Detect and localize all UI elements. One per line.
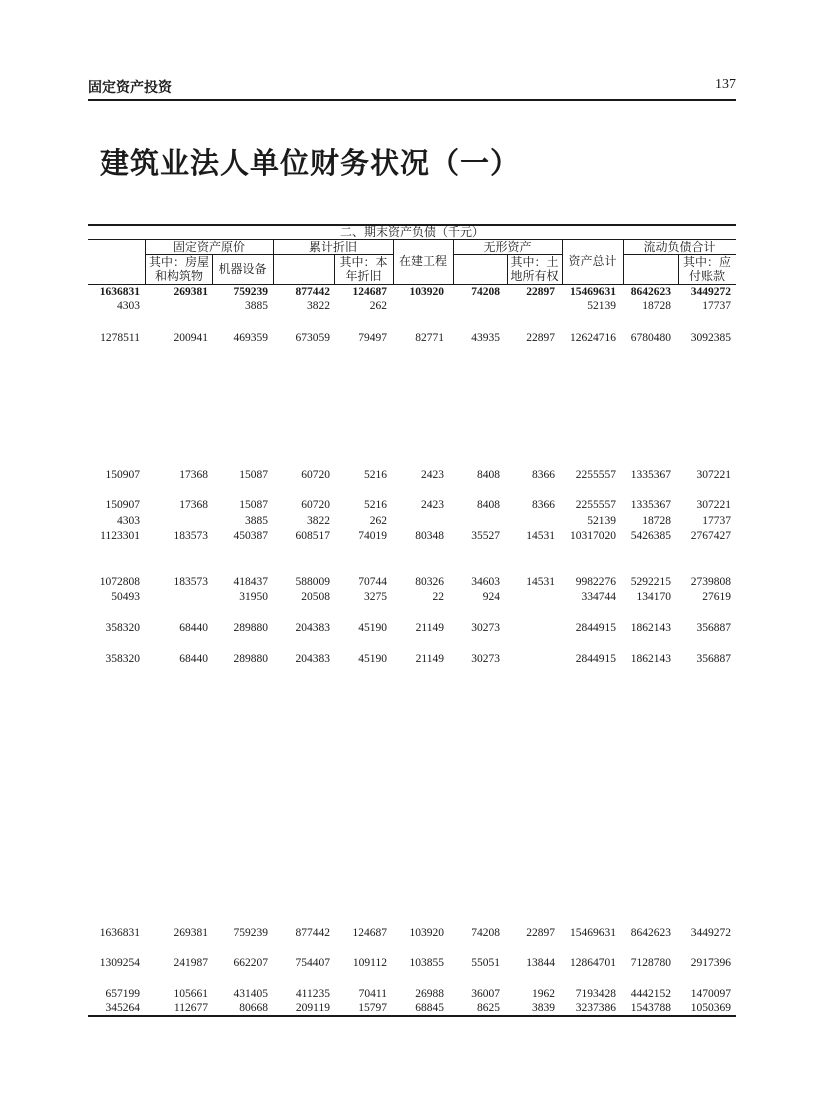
table-cell: 1862143 [630, 653, 671, 665]
table-cell: 26988 [415, 988, 444, 1000]
table-cell: 289880 [233, 622, 268, 634]
table-cell: 15469631 [570, 286, 616, 298]
table-cell: 6780480 [630, 332, 671, 344]
table-cell: 70411 [358, 988, 387, 1000]
table-cell: 50493 [111, 591, 140, 603]
table-cell: 1309254 [99, 957, 140, 969]
col-accounts-payable: 其中：应付账款 [682, 255, 731, 283]
table-cell [144, 590, 208, 604]
table-cell: 5216 [364, 469, 387, 481]
table-cell: 45190 [358, 653, 387, 665]
table-row [88, 514, 736, 528]
table-cell: 22897 [526, 332, 555, 344]
table-cell: 3449272 [690, 927, 731, 939]
col-land-ownership: 其中：土地所有权 [510, 255, 559, 283]
table-cell: 4442152 [630, 988, 671, 1000]
table-cell: 68440 [179, 622, 208, 634]
table-cell [448, 299, 500, 313]
page-title: 建筑业法人单位财务状况（一） [100, 146, 521, 180]
table-cell: 74019 [358, 530, 387, 542]
table-row [88, 299, 736, 313]
table-cell: 14531 [526, 576, 555, 588]
table-cell: 124687 [352, 927, 387, 939]
table-cell: 55051 [471, 957, 500, 969]
table-cell: 21149 [415, 622, 444, 634]
table-cell: 3822 [307, 515, 330, 527]
table-cell: 21149 [415, 653, 444, 665]
table-row [88, 926, 736, 940]
table-cell: 52139 [587, 515, 616, 527]
table-cell [503, 299, 555, 313]
header-divider [453, 240, 454, 284]
page-number: 137 [715, 77, 736, 92]
table-cell: 2255557 [575, 469, 616, 481]
table-cell: 74208 [471, 927, 500, 939]
table-cell: 3885 [245, 515, 268, 527]
table-cell: 1470097 [690, 988, 731, 1000]
table-cell: 1050369 [690, 1002, 731, 1014]
table-cell: 45190 [358, 622, 387, 634]
table-cell: 2423 [421, 469, 444, 481]
table-cell: 588009 [295, 576, 330, 588]
table-cell: 68440 [179, 653, 208, 665]
table-cell: 22897 [526, 927, 555, 939]
table-cell: 5292215 [630, 576, 671, 588]
table-row [88, 590, 736, 604]
table-cell: 68845 [415, 1002, 444, 1014]
table-cell: 30273 [471, 622, 500, 634]
table-cell: 3275 [364, 591, 387, 603]
table-cell: 30273 [471, 653, 500, 665]
table-row [88, 575, 736, 589]
table-cell: 15087 [239, 499, 268, 511]
table-cell: 8408 [477, 469, 500, 481]
col-current-year-depreciation: 其中：本年折旧 [339, 255, 388, 283]
table-cell: 759239 [233, 286, 268, 298]
table-cell: 1278511 [100, 332, 140, 344]
table-cell: 34603 [471, 576, 500, 588]
table-cell: 2917396 [690, 957, 731, 969]
table-cell: 35527 [471, 530, 500, 542]
col-current-liabilities: 流动负债合计 [643, 240, 716, 254]
table-cell: 60720 [301, 469, 330, 481]
table-cell: 1962 [532, 988, 555, 1000]
table-cell: 204383 [295, 653, 330, 665]
table-cell: 80348 [415, 530, 444, 542]
table-cell: 877442 [295, 286, 330, 298]
table-cell: 3449272 [690, 286, 731, 298]
table-cell: 8408 [477, 499, 500, 511]
table-cell: 1636831 [99, 927, 140, 939]
table-cell [388, 514, 444, 528]
table-cell: 183573 [173, 530, 208, 542]
table-cell: 3092385 [690, 332, 731, 344]
table-bottom-rule [88, 1015, 736, 1017]
table-cell: 877442 [295, 927, 330, 939]
col-construction-in-progress: 在建工程 [398, 254, 447, 268]
table-cell: 112677 [173, 1002, 208, 1014]
table-cell: 18728 [642, 300, 671, 312]
header-divider [212, 254, 213, 284]
table-cell: 334744 [581, 591, 616, 603]
table-cell: 9982276 [575, 576, 616, 588]
table-cell: 662207 [233, 957, 268, 969]
table-cell: 2844915 [575, 622, 616, 634]
header-divider [145, 240, 146, 284]
header-divider [334, 254, 335, 284]
table-cell: 1543788 [630, 1002, 671, 1014]
col-intangible-assets: 无形资产 [483, 240, 532, 254]
table-cell: 15797 [358, 1002, 387, 1014]
table-cell: 27619 [702, 591, 731, 603]
table-cell: 1072808 [99, 576, 140, 588]
col-fixed-assets-original: 固定资产原价 [172, 240, 245, 254]
col-total-assets: 资产总计 [568, 254, 617, 268]
table-cell: 5426385 [630, 530, 671, 542]
table-cell: 411235 [295, 988, 330, 1000]
table-cell: 82771 [415, 332, 444, 344]
table-cell: 209119 [295, 1002, 330, 1014]
table-cell: 17368 [179, 469, 208, 481]
table-row [88, 652, 736, 666]
table-cell: 12624716 [570, 332, 616, 344]
table-cell: 17368 [179, 499, 208, 511]
table-cell: 80326 [415, 576, 444, 588]
table-row [88, 285, 736, 299]
table-cell: 7193428 [575, 988, 616, 1000]
table-cell: 269381 [173, 927, 208, 939]
table-cell: 124687 [352, 286, 387, 298]
table-cell: 5216 [364, 499, 387, 511]
table-cell: 269381 [173, 286, 208, 298]
col-accumulated-depreciation: 累计折旧 [308, 240, 357, 254]
table-cell: 3822 [307, 300, 330, 312]
table-cell: 759239 [233, 927, 268, 939]
table-cell: 3885 [245, 300, 268, 312]
table-cell: 74208 [471, 286, 500, 298]
table-row [88, 956, 736, 970]
table-row [88, 331, 736, 345]
table-cell: 358320 [105, 653, 140, 665]
table-cell: 15087 [239, 469, 268, 481]
table-row [88, 621, 736, 635]
table-cell: 70744 [358, 576, 387, 588]
table-cell: 13844 [526, 957, 555, 969]
table-cell: 7128780 [630, 957, 671, 969]
col-machinery: 机器设备 [218, 262, 267, 276]
table-cell: 14531 [526, 530, 555, 542]
table-cell: 103920 [409, 286, 444, 298]
table-cell: 241987 [173, 957, 208, 969]
table-cell: 17737 [702, 515, 731, 527]
header-divider [678, 254, 679, 284]
table-cell: 2767427 [690, 530, 731, 542]
table-cell [503, 590, 555, 604]
table-cell: 4303 [117, 515, 140, 527]
table-cell: 418437 [233, 576, 268, 588]
table-cell: 12864701 [570, 957, 616, 969]
table-cell: 8625 [477, 1002, 500, 1014]
header-divider [393, 240, 394, 284]
table-cell: 2844915 [575, 653, 616, 665]
header-divider [273, 240, 274, 284]
col-buildings: 其中：房屋和构筑物 [148, 255, 209, 283]
table-cell: 22 [432, 591, 444, 603]
table-cell: 924 [482, 591, 500, 603]
table-cell: 673059 [295, 332, 330, 344]
table-cell: 358320 [105, 622, 140, 634]
table-cell: 431405 [233, 988, 268, 1000]
table-cell: 105661 [173, 988, 208, 1000]
table-cell: 1335367 [630, 499, 671, 511]
table-cell: 31950 [239, 591, 268, 603]
section-title: 固定资产投资 [88, 80, 172, 96]
table-cell: 262 [369, 300, 387, 312]
table-cell: 204383 [295, 622, 330, 634]
table-cell: 18728 [642, 515, 671, 527]
table-cell: 150907 [105, 499, 140, 511]
table-cell: 2255557 [575, 499, 616, 511]
table-cell: 1636831 [99, 286, 140, 298]
table-cell: 134170 [636, 591, 671, 603]
table-row [88, 987, 736, 1001]
header-divider [623, 240, 624, 284]
table-row [88, 468, 736, 482]
table-cell [144, 514, 208, 528]
header-divider [507, 254, 508, 284]
table-cell: 2739808 [690, 576, 731, 588]
table-cell [503, 652, 555, 666]
table-cell: 43935 [471, 332, 500, 344]
header-rule [88, 99, 736, 101]
table-cell [388, 299, 444, 313]
table-cell: 10317020 [570, 530, 616, 542]
table-cell: 36007 [471, 988, 500, 1000]
table-cell: 608517 [295, 530, 330, 542]
table-cell: 345264 [105, 1002, 140, 1014]
table-cell: 200941 [173, 332, 208, 344]
table-cell: 1862143 [630, 622, 671, 634]
table-cell [448, 514, 500, 528]
table-cell: 8642623 [630, 286, 671, 298]
table-cell: 469359 [233, 332, 268, 344]
table-cell: 307221 [696, 499, 731, 511]
table-cell: 8366 [532, 469, 555, 481]
table-cell: 754407 [295, 957, 330, 969]
table-cell: 15469631 [570, 927, 616, 939]
table-cell: 109112 [352, 957, 387, 969]
group-header: 二、期末资产负债（千元） [339, 225, 484, 239]
table-cell: 450387 [233, 530, 268, 542]
table-cell: 2423 [421, 499, 444, 511]
table-cell: 262 [369, 515, 387, 527]
table-cell: 103855 [409, 957, 444, 969]
table-cell: 1335367 [630, 469, 671, 481]
table-cell: 1123301 [100, 530, 140, 542]
table-cell: 4303 [117, 300, 140, 312]
table-cell: 289880 [233, 653, 268, 665]
table-cell: 8642623 [630, 927, 671, 939]
table-cell [144, 299, 208, 313]
table-cell: 60720 [301, 499, 330, 511]
table-cell: 3839 [532, 1002, 555, 1014]
table-cell: 356887 [696, 653, 731, 665]
table-cell: 103920 [409, 927, 444, 939]
table-row [88, 498, 736, 512]
table-cell [503, 514, 555, 528]
table-cell: 657199 [105, 988, 140, 1000]
table-cell: 20508 [301, 591, 330, 603]
table-cell: 52139 [587, 300, 616, 312]
table-cell: 22897 [526, 286, 555, 298]
table-row [88, 529, 736, 543]
table-cell: 356887 [696, 622, 731, 634]
table-row [88, 1001, 736, 1015]
table-cell: 79497 [358, 332, 387, 344]
table-cell: 17737 [702, 300, 731, 312]
table-cell: 80668 [239, 1002, 268, 1014]
table-cell [503, 621, 555, 635]
table-cell: 3237386 [575, 1002, 616, 1014]
table-cell: 8366 [532, 499, 555, 511]
table-cell: 183573 [173, 576, 208, 588]
header-divider [562, 240, 563, 284]
table-cell: 150907 [105, 469, 140, 481]
table-cell: 307221 [696, 469, 731, 481]
